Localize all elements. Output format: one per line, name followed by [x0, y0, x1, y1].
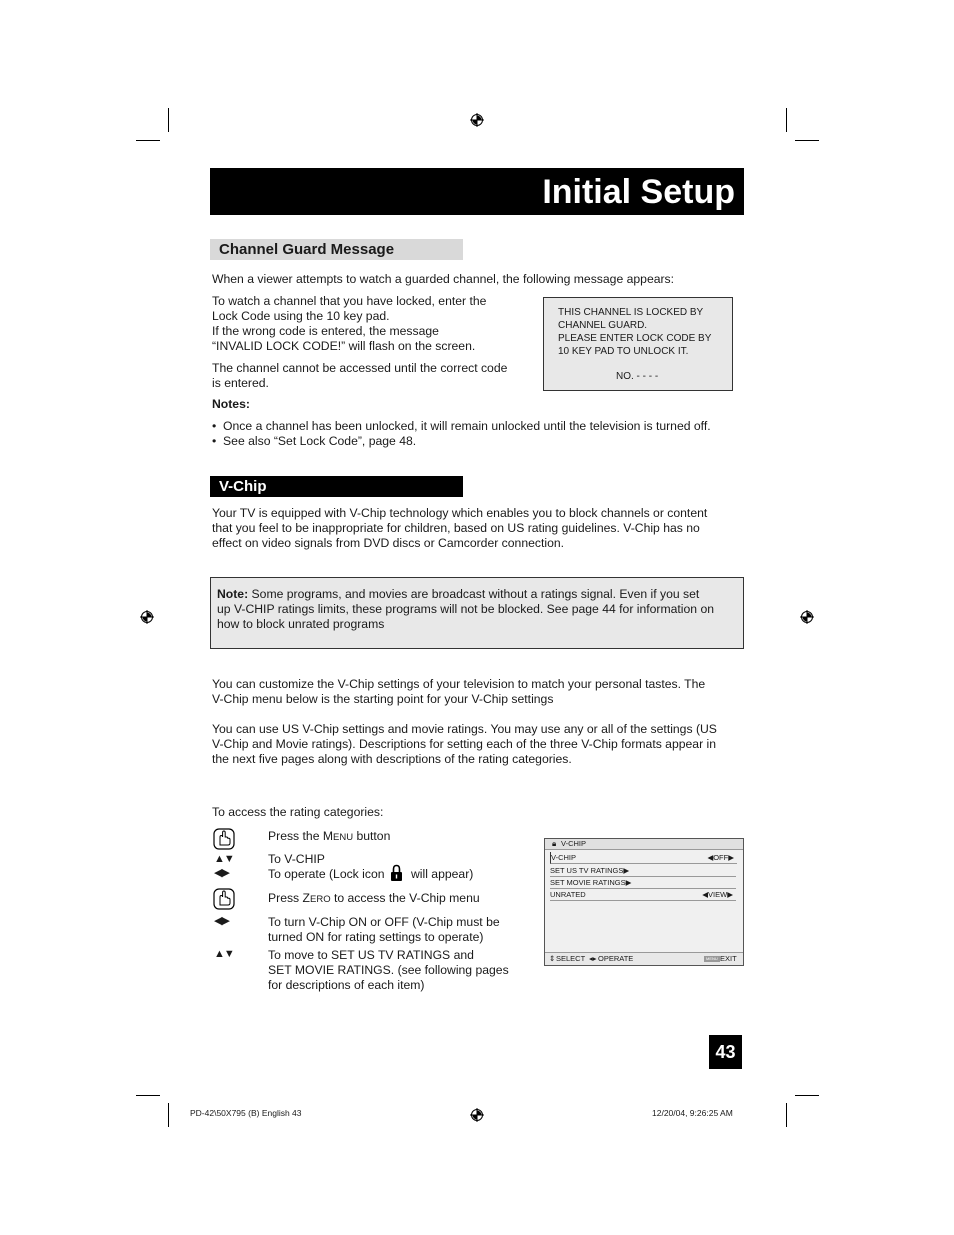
menu-row-set-us-tv-ratings[interactable]: SET US TV RATINGS▶	[550, 865, 736, 877]
step-text: To operate (Lock icon	[268, 867, 385, 881]
registration-mark-icon	[470, 1108, 484, 1122]
crop-mark	[795, 1095, 819, 1096]
footer-right: 12/20/04, 9:26:25 AM	[652, 1108, 733, 1118]
left-arrow-icon: ◀	[707, 853, 714, 862]
left-right-arrows-icon: ◀▶	[214, 915, 229, 927]
menu-header	[545, 839, 743, 850]
note-line: up V-CHIP ratings limits, these programs will not be blocked. See page 44 for information on	[217, 602, 715, 616]
hand-press-icon	[213, 888, 235, 910]
step-text: turned ON for rating settings to operate)	[268, 930, 484, 944]
up-down-icon: ⇕	[549, 954, 556, 963]
crop-mark	[136, 1095, 160, 1096]
menu-title: V-CHIP	[561, 839, 587, 848]
body-line: “INVALID LOCK CODE!” will flash on the screen.	[212, 339, 476, 353]
notes-label: Notes:	[212, 397, 250, 411]
body-line: V-Chip menu below is the starting point for your V-Chip settings	[212, 692, 554, 706]
crop-mark	[786, 1103, 787, 1127]
step-text: SET MOVIE RATINGS. (see following pages	[268, 963, 509, 977]
registration-mark-icon	[470, 113, 484, 127]
body-line: You can customize the V-Chip settings of your television to match your personal tastes. The	[212, 677, 706, 691]
crop-mark	[168, 1103, 169, 1127]
menu-row-set-movie-ratings[interactable]: SET MOVIE RATINGS▶	[550, 877, 736, 889]
lock-icon: 🔒︎	[552, 839, 557, 848]
right-arrow-icon: ▶	[727, 890, 733, 899]
crop-mark	[168, 108, 169, 132]
up-down-arrows-icon: ▲▼	[214, 853, 234, 865]
body-line: The channel cannot be accessed until the correct code	[212, 361, 508, 375]
note-item: • See also “Set Lock Code”, page 48.	[212, 434, 417, 448]
crop-mark	[795, 140, 819, 141]
intro-text: When a viewer attempts to watch a guarded channel, the following message appears:	[212, 272, 675, 286]
body-line: If the wrong code is entered, the message	[212, 324, 439, 338]
section-header-channel-guard	[210, 239, 463, 260]
access-label: To access the rating categories:	[212, 805, 384, 819]
left-right-arrows-icon: ◀▶	[214, 867, 229, 879]
page-number: 43	[709, 1035, 742, 1069]
note-line: Note: Some programs, and movies are broadcast without a ratings signal. Even if you set	[217, 587, 700, 601]
body-line: You can use US V-Chip settings and movie ratings. You may use any or all of the settings (US	[212, 722, 717, 736]
body-line: Lock Code using the 10 key pad.	[212, 309, 390, 323]
right-arrow-icon: ▶	[623, 866, 630, 875]
vchip-menu-screen	[544, 838, 744, 966]
right-arrow-icon: ▶	[728, 853, 734, 862]
registration-mark-icon	[140, 610, 154, 624]
footer-left: PD-42\50X795 (B) English 43	[190, 1108, 302, 1118]
lock-icon	[390, 864, 403, 882]
body-line: effect on video signals from DVD discs or Camcorder connection.	[212, 536, 565, 550]
step-text: Press the MENU button	[268, 829, 391, 843]
step-text: To turn V-Chip ON or OFF (V-Chip must be	[268, 915, 500, 929]
body-line: that you feel to be inappropriate for children, based on US rating guidelines. V-Chip has no	[212, 521, 700, 535]
lock-message-line: CHANNEL GUARD.	[558, 320, 648, 331]
crop-mark	[786, 108, 787, 132]
body-line: To watch a channel that you have locked, enter the	[212, 294, 487, 308]
menu-key-icon: MENU	[706, 956, 718, 961]
body-line: is entered.	[212, 376, 269, 390]
body-line: V-Chip and Movie ratings). Descriptions for setting each of the three V-Chip formats appear in	[212, 737, 717, 751]
page-header	[210, 168, 744, 215]
step-text: for descriptions of each item)	[268, 978, 425, 992]
step-text: Press ZERO to access the V-Chip menu	[268, 891, 480, 905]
section-title: Channel Guard Message	[219, 241, 395, 258]
right-arrow-icon: ▶	[625, 878, 632, 887]
lock-message-line: PLEASE ENTER LOCK CODE BY	[558, 333, 712, 344]
body-line: Your TV is equipped with V-Chip technology which enables you to block channels or content	[212, 506, 708, 520]
up-down-arrows-icon: ▲▼	[214, 948, 234, 960]
lock-message-line: THIS CHANNEL IS LOCKED BY	[558, 307, 704, 318]
note-item: • Once a channel has been unlocked, it will remain unlocked until the television is turned off.	[212, 419, 711, 433]
step-text: To V-CHIP	[268, 852, 325, 866]
section-header-vchip	[210, 476, 463, 497]
menu-row-unrated[interactable]: UNRATED ◀VIEW▶	[550, 889, 736, 901]
section-title: V-Chip	[219, 478, 267, 495]
page-title: Initial Setup	[542, 173, 735, 211]
lock-code-line: NO. - - - -	[616, 371, 659, 382]
lock-message-box	[543, 297, 733, 391]
menu-row-vchip[interactable]: V-CHIP ◀OFF▶	[550, 852, 737, 864]
step-text: To move to SET US TV RATINGS and	[268, 948, 474, 962]
left-arrow-icon: ◀	[702, 890, 709, 899]
left-right-icon: ◂▸	[589, 954, 597, 963]
note-box	[210, 577, 744, 649]
lock-message-line: 10 KEY PAD TO UNLOCK IT.	[558, 346, 689, 357]
step-text: will appear)	[411, 867, 474, 881]
body-line: the next five pages along with descriptions of the rating categories.	[212, 752, 572, 766]
hand-press-icon	[213, 828, 235, 850]
crop-mark	[136, 140, 160, 141]
menu-footer: ⇕ SELECT ◂▸ OPERATE MENU EXIT	[545, 952, 743, 965]
note-line: how to block unrated programs	[217, 617, 385, 631]
registration-mark-icon	[800, 610, 814, 624]
